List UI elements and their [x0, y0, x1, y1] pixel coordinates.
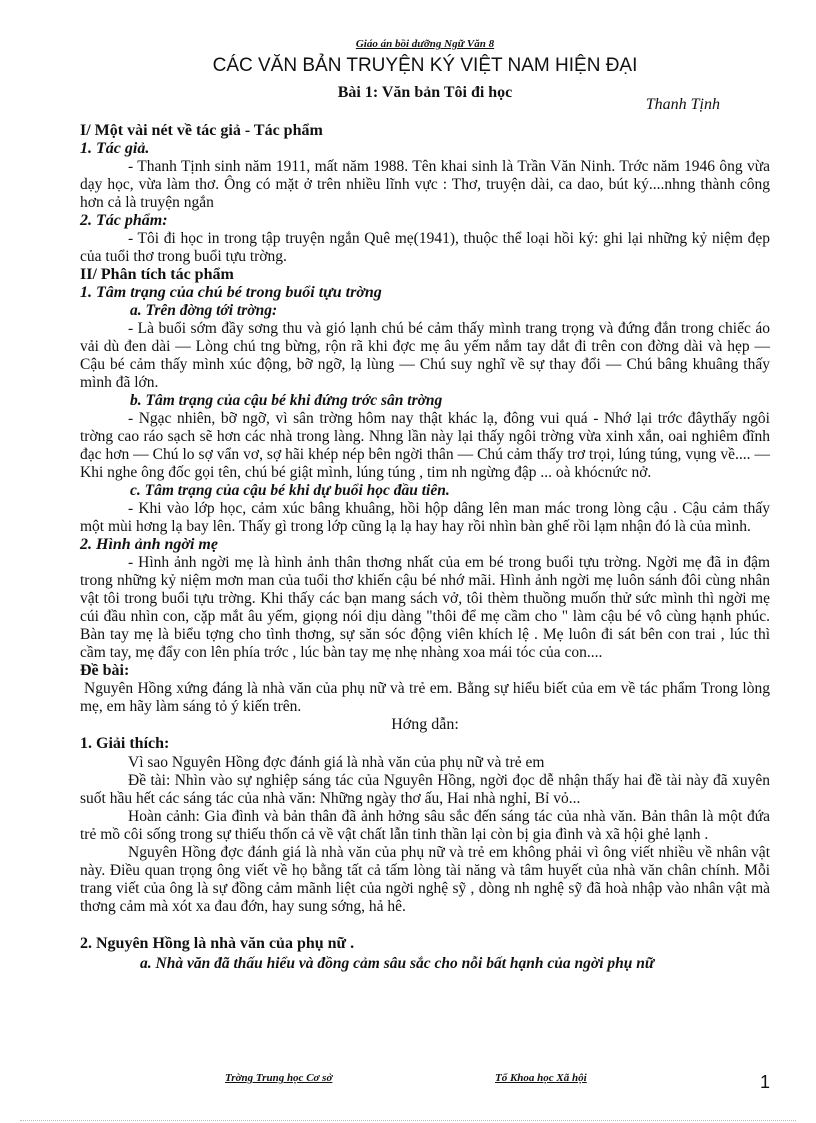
explain-p2: Đề tài: Nhìn vào sự nghiệp sáng tác của Nguyên Hồng, ngời đọc dễ nhận thấy hai đề tài này đã xuyên suốt hầu hết các sáng tác của nhà văn: Những ngày thơ ấu, Hai nhà nghỉ, Bỉ vỏ... — [80, 772, 770, 807]
page-number: 1 — [760, 1072, 771, 1092]
item-b-title: b. Tâm trạng của cậu bé khi đứng trớc sân trờng — [130, 392, 443, 409]
page-footer — [0, 1072, 816, 1092]
subheading-author: 1. Tác giả. — [80, 140, 150, 157]
document-page — [80, 38, 770, 974]
exercise-label: Đề bài: — [80, 662, 130, 679]
explain-heading: 1. Giải thích: — [80, 735, 170, 752]
part2-heading: 2. Nguyên Hồng là nhà văn của phụ nữ . — [80, 935, 355, 952]
exercise-text: Nguyên Hồng xứng đáng là nhà văn của phụ nữ và trẻ em. Bằng sự hiểu biết của em về tác phẩm Trong lòng mẹ, em hãy làm sáng tỏ ý kiến trên. — [80, 680, 770, 715]
item-a-text: - Là buổi sớm đầy sơng thu và gió lạnh chú bé cảm thấy mình trang trọng và đứng đắn trong chiếc áo vải dù đen dài — Lòng chú tng bừng, rộn rã khi đợc mẹ âu yếm nắm tay dắt đi trên con đờng dài và hẹp — Cậu bé cảm thấy mình xúc động, bỡ ngỡ, lạ lùng — Chú suy nghĩ về sự thay đổi — Chú bâng khuâng thấy mình đã lớn. — [80, 320, 770, 391]
running-header: Giáo án bồi dưỡng Ngữ Văn 8 — [355, 38, 495, 50]
part2-a-title: a. Nhà văn đã thấu hiểu và đồng cảm sâu sắc cho nỗi bất hạnh của ngời phụ nữ — [140, 955, 655, 972]
document-title: CÁC VĂN BẢN TRUYỆN KÝ VIỆT NAM HIỆN ĐẠI — [212, 55, 638, 76]
paragraph-work: - Tôi đi học in trong tập truyện ngắn Quê mẹ(1941), thuộc thể loại hồi ký: ghi lại những kỷ niệm đẹp của tuổi thơ trong buổi tựu trờng. — [80, 230, 770, 265]
page-bottom-divider — [20, 1120, 796, 1121]
item-c-text: - Khi vào lớp học, cảm xúc bâng khuâng, hồi hộp dâng lên man mác trong lòng cậu . Cậu cảm thấy một mùi hơng lạ bay lên. Thấy gì trong lớp cũng lạ lạ hay hay rồi nhìn bàn ghế rồi lạm nhận đó là của mình. — [80, 500, 770, 535]
guide-label: Hớng dẫn: — [391, 716, 459, 733]
subheading-work: 2. Tác phẩm: — [80, 212, 168, 229]
section-heading-1: I/ Một vài nét về tác giả - Tác phẩm — [80, 122, 323, 139]
explain-p1: Vì sao Nguyên Hồng đợc đánh giá là nhà văn của phụ nữ và trẻ em — [128, 754, 545, 771]
item-a-title: a. Trên đờng tới trờng: — [130, 302, 278, 319]
lesson-title: Bài 1: Văn bản Tôi đi học — [337, 84, 513, 101]
footer-school: Trờng Trung học Cơ sở — [225, 1072, 333, 1084]
section-heading-2: II/ Phân tích tác phẩm — [80, 266, 234, 283]
paragraph-mother: - Hình ảnh ngời mẹ là hình ảnh thân thơng nhất của em bé trong buổi tựu trờng. Ngời mẹ đã in đậm trong những kỷ niệm mơn man của tuổi thơ khiến cậu bé nhớ mãi. Hình ảnh ngời mẹ luôn sánh đôi cùng nhân vật tôi trong buổi tựu trờng. Khi thấy các bạn mang sách vở, tôi thèm thuồng muốn thử sức mình thì ngời mẹ cúi đầu nhìn con, cặp mắt âu yếm, giọng nói dịu dàng "thôi để mẹ cầm cho " làm cậu bé vô cùng hạnh phúc. Bàn tay mẹ là biểu tợng cho tình thơng, sự săn sóc động viên khích lệ . Mẹ luôn đi sát bên con trai , lúc thì cầm tay, mẹ đẩy con lên phía trớc , lúc bàn tay mẹ nhẹ nhàng xoa mái tóc của con.... — [80, 554, 770, 661]
item-b-text: - Ngạc nhiên, bỡ ngỡ, vì sân trờng hôm nay thật khác lạ, đông vui quá - Nhớ lại trớc đâythấy ngôi trờng cao ráo sạch sẽ hơn các nhà trong làng. Nhng lần này lại thấy ngôi trờng vừa xinh xắn, oai nghiêm đĩnh đạc hơn — Chú lo sợ vẩn vơ, sợ hãi khép nép bên ngời thân — Chú cảm thấy trơ trọi, lúng túng, vụng về.... — Khi nghe ông đốc gọi tên, chú bé giật mình, lúng túng , tim nh ngừng đập ... oà khócnức nở. — [80, 410, 770, 481]
paragraph-author: - Thanh Tịnh sinh năm 1911, mất năm 1988. Tên khai sinh là Trần Văn Ninh. Trớc năm 1946 ông vừa dạy học, vừa làm thơ. Ông có mặt ở trên nhiều lĩnh vực : Thơ, truyện dài, ca dao, bút ký....nhng thành công hơn cả là truyện ngắn — [80, 158, 770, 211]
explain-p3: Hoàn cảnh: Gia đình và bản thân đã ảnh hởng sâu sắc đến sáng tác của nhà văn. Bản thân là một đứa trẻ mồ côi sống trong sự thiếu thốn cả về vật chất lẫn tinh thần lại còn bị gia đình và xã hội ghẻ lạnh . — [80, 808, 770, 843]
item-c-title: c. Tâm trạng của cậu bé khi dự buổi học đầu tiên. — [130, 482, 450, 499]
explain-p4: Nguyên Hồng đợc đánh giá là nhà văn của phụ nữ và trẻ em không phải vì ông viết nhiều về nhân vật này. Điều quan trọng ông viết về họ bằng tất cả tấm lòng tài năng và tâm huyết của nhà văn chân chính. Mỗi trang viết của ông là sự đồng cảm mãnh liệt của ngời nghệ sỹ , dòng nh nghệ sỹ đã hoà nhập vào nhân vật mà thơng cảm mà xót xa đau đớn, hay sung sớng, hả hê. — [80, 844, 770, 915]
lesson-author: Thanh Tịnh — [645, 96, 720, 113]
footer-department: Tổ Khoa học Xã hội — [495, 1072, 587, 1084]
subheading-mood: 1. Tâm trạng của chú bé trong buổi tựu trờng — [80, 284, 382, 301]
lesson-header — [80, 84, 770, 113]
subheading-mother: 2. Hình ảnh ngời mẹ — [80, 536, 218, 553]
